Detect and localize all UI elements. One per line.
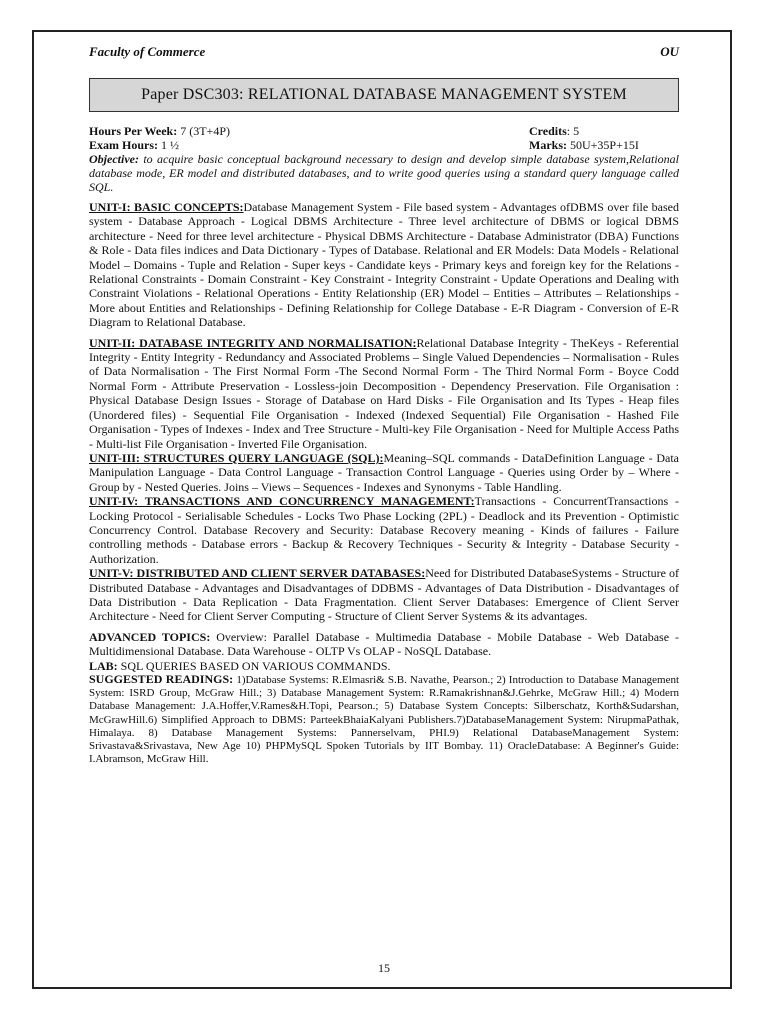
unit-1-heading: UNIT-I: BASIC CONCEPTS: (89, 200, 244, 214)
lab-text: SQL QUERIES BASED ON VARIOUS COMMANDS. (117, 658, 391, 673)
exam-hours-label: Exam Hours: (89, 138, 158, 152)
readings-text: 1)Database Systems: R.Elmasri& S.B. Navathe, Pearson.; 2) Introduction to Database Management System: ISRD Group, McGraw Hill.; 3) Database Management System: R.Ramakrishnan&J.Gehrke, McGraw Hill.; 4) Modern Database Management: J.A.Hoffer,V.Rames&H.Topi, Pearson.; 5) Database System Concepts: Silberschatz, Korth&Sudarshan, McGrawHill.6) Simplified Approach to DBMS: ParteekBhaiaKalyani Publishers.7)DatabaseManagement System: NirupmaPathak, Himalaya. 8) Database Management Systems: Pannerselvam, PHI.9) Relational DatabaseManagement System: Srivastava&Srivastava, New Age 10) PHPMySQL Spoken Tutorials by IIT Bombay. 11) OracleDatabase: A Beginner's Guide: I.Abramson, McGraw Hill. (89, 674, 680, 766)
lab-label: LAB: (89, 658, 118, 673)
unit-2 (89, 336, 679, 451)
hours-label: Hours Per Week: (89, 124, 178, 138)
unit-5-heading: UNIT-V: DISTRIBUTED AND CLIENT SERVER DATABASES: (89, 566, 426, 581)
unit-5 (89, 566, 679, 624)
suggested-readings (89, 673, 679, 766)
readings-label: SUGGESTED READINGS: (89, 672, 234, 686)
document-body (89, 44, 679, 766)
unit-3 (89, 451, 679, 494)
hours-value: 7 (3T+4P) (177, 124, 230, 138)
course-meta (89, 124, 679, 194)
unit-5-text: Need for Distributed DatabaseSystems - Structure of Distributed Database - Advantages and Disadvantages of DDBMS - Advantages of Data Distribution - Disadvantages of Data Distribution - Data Replication - Data Fragmentation. Client Server Databases: Emergence of Client Server Architecture - Need for Client Server Computing - Structure of Client Server Systems & its advantages. (89, 566, 679, 624)
marks-value: 50U+35P+15I (567, 138, 639, 152)
unit-1 (89, 200, 679, 330)
unit-4-heading: UNIT-IV: TRANSACTIONS AND CONCURRENCY MANAGEMENT: (89, 494, 475, 509)
unit-1-text: Database Management System - File based system - Advantages ofDBMS over file based system - Database Approach - Logical DBMS Architecture - Three level architecture of DBMS or logical DBMS architecture - Need for three level architecture - Physical DBMS Architecture - Database Administrator (DBA) Functions & Role - Data files indices and Data Dictionary - Types of Database. Relational and ER Models: Data Models - Relational Model – Domains - Tuple and Relation - Super keys - Candidate keys - Primary keys and foreign key for the Relations - Relational Constraints - Domain Constraint - Key Constraint - Integrity Constraint - Update Operations and Dealing with Constraint Violations - Relational Operations - Entity Relationship (ER) Model – Entities – Attributes – Relationships - More about Entities and Relationships - Defining Relationship for College Database - E-R Diagram - Conversion of E-R Diagram to Relational Database. (89, 200, 679, 330)
lab-line (89, 659, 679, 673)
marks-label: Marks: (529, 138, 567, 152)
meta-row-2 (89, 138, 679, 152)
faculty-name: Faculty of Commerce (89, 44, 206, 59)
unit-2-heading: UNIT-II: DATABASE INTEGRITY AND NORMALISATION: (89, 335, 417, 350)
advanced-label: ADVANCED TOPICS: (89, 629, 211, 644)
paper-title-box (89, 78, 679, 112)
unit-4 (89, 494, 679, 566)
paper-title: Paper DSC303: RELATIONAL DATABASE MANAGEMENT SYSTEM (141, 86, 627, 103)
page-number: 15 (378, 961, 390, 975)
unit-4-text: Transactions - ConcurrentTransactions - Locking Protocol - Serialisable Schedules - Locks Two Phase Locking (2PL) - Deadlock and its Prevention - Optimistic Concurrency Control. Database Recovery and Security: Database Recovery meaning - Kinds of failures - Failure controlling methods - Database errors - Backup & Recovery Techniques - Security & Integrity - Database Security - Authorization. (89, 494, 679, 566)
unit-3-heading: UNIT-III: STRUCTURES QUERY LANGUAGE (SQL): (89, 450, 384, 465)
exam-hours-value: 1 ½ (158, 138, 179, 152)
unit-3-text: Meaning–SQL commands - DataDefinition Language - Data Manipulation Language - Data Control Language - Transaction Control Language - Queries using Order by – Where - Group by - Nested Queries. Joins – Views – Sequences - Indexes and Synonyms - Table Handling. (89, 450, 680, 494)
page-header (89, 44, 679, 60)
unit-2-text: Relational Database Integrity - TheKeys - Referential Integrity - Entity Integrity - Redundancy and Associated Problems – Single Valued Dependencies – Normalisation - Rules of Data Normalisation - The First Normal Form -The Second Normal Form - The Third Normal Form - Boyce Codd Normal Form - Attribute Preservation - Lossless-join Decomposition - Dependency Preservation. File Organisation : Physical Database Design Issues - Storage of Database on Hard Disks - File Organisation and Its Types - Heap files (Unordered files) - Sequential File Organisation - Indexed (Indexed Sequential) File Organisation - Hashed File Organisation - Types of Indexes - Index and Tree Structure - Multi-key File Organisation - Need for Multiple Access Paths - Multi-list File Organisation - Inverted File Organisation. (89, 335, 679, 451)
objective-label: Objective: (89, 152, 139, 166)
advanced-text: Overview: Parallel Database - Multimedia Database - Mobile Database - Web Database - Multidimensional Database. Data Warehouse - OLTP Vs OLAP - NoSQL Database. (89, 629, 680, 659)
credits-value: : 5 (566, 124, 580, 138)
credits-label: Credits (529, 124, 567, 138)
university-code: OU (660, 44, 679, 59)
objective-text: to acquire basic conceptual background necessary to design and develop simple database system,Relational database mode, ER model and distributed databases, and to write good queries using a standard query language called SQL. (89, 152, 679, 194)
meta-row-1 (89, 124, 679, 138)
advanced-topics (89, 630, 679, 659)
objective-paragraph (89, 152, 679, 194)
